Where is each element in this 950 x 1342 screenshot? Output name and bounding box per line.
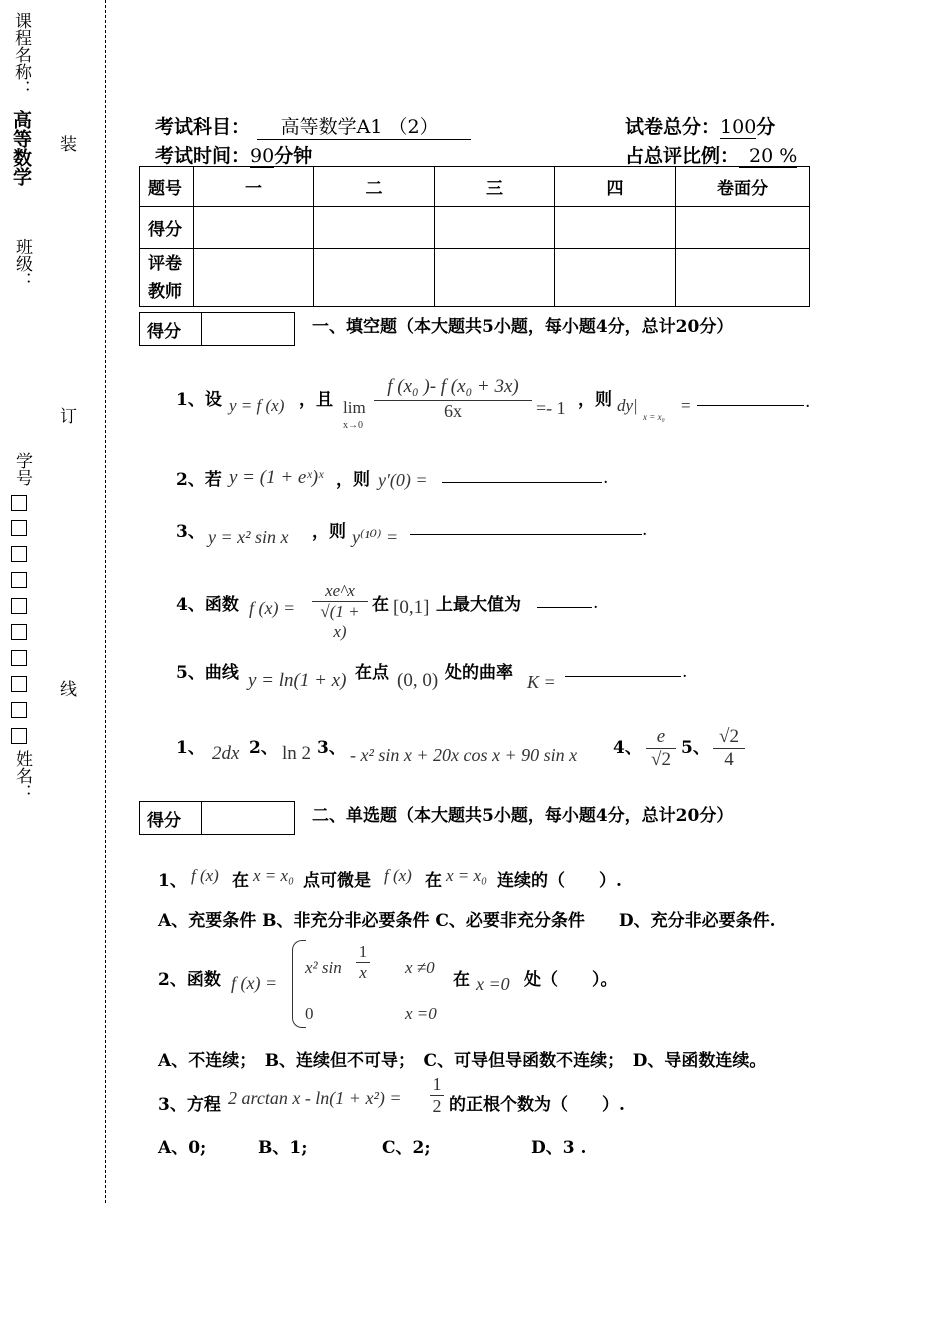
fill-q4-interval: [0,1] — [393, 597, 430, 618]
fill-q1-eq: =- 1 — [536, 398, 566, 418]
score-box-label: 得分 — [140, 313, 202, 345]
fill-q4-denominator: √(1 + x) — [320, 602, 360, 641]
mc-q2-cond2: x =0 — [405, 1004, 437, 1023]
fill-q4-period: . — [593, 593, 599, 613]
fill-q5-mid1: 在点 — [355, 663, 389, 683]
subject-row — [155, 112, 471, 140]
student-id-label: 学号 — [12, 452, 32, 486]
course-value: 高等数学 — [10, 110, 32, 186]
score-cell[interactable] — [314, 207, 435, 249]
mc-q2-cond1: x ≠0 — [405, 958, 435, 977]
time-row — [155, 141, 312, 168]
fill-q2-period: . — [603, 468, 609, 488]
fill-q2-expr: y = (1 + eˣ)ˣ — [229, 467, 324, 488]
table-header: 二 — [314, 167, 435, 207]
mc-q2-x: x =0 — [476, 974, 510, 994]
fill-q4-mid2: 上最大值为 — [436, 595, 521, 615]
answer-4-num: e — [646, 726, 676, 749]
mc-q3-option-a[interactable]: A、0; — [158, 1138, 207, 1158]
fill-q4-num: 4、函数 — [176, 595, 239, 615]
grader-cell[interactable] — [314, 249, 435, 307]
fill-q1-dy-sub: x = x₀ — [643, 412, 665, 422]
fill-q1-mid1: ，且 — [299, 390, 333, 410]
fill-q4-fraction — [312, 581, 368, 642]
fill-q3-expr: y = x² sin x — [208, 527, 289, 547]
ratio-value: 20 % — [739, 145, 797, 168]
mc-q2-case1-fraction — [356, 942, 370, 983]
margin-xian: 线 — [60, 680, 77, 700]
score-box-input[interactable] — [202, 313, 294, 345]
fill-q3-period: . — [642, 520, 648, 540]
name-label: 姓名： — [12, 750, 32, 801]
digit-box[interactable] — [11, 702, 27, 718]
mc-q1-x2: x = x₀ — [446, 866, 487, 885]
mc-q2-t2: 处（ ）。 — [524, 970, 618, 990]
answer-1-label: 1、 — [176, 738, 205, 758]
fill-q3-mid1: ，则 — [312, 522, 346, 542]
fill-q2-mid1: ，则 — [336, 470, 370, 490]
ratio-label: 占总评比例： — [625, 145, 740, 167]
ratio-row — [625, 141, 797, 168]
mc-q2-brace — [292, 940, 306, 1028]
fill-q5-blank[interactable] — [565, 676, 681, 677]
answer-1: 2dx — [212, 743, 240, 764]
time-label: 考试时间： — [155, 145, 251, 167]
table-header: 一 — [194, 167, 314, 207]
fill-q5-num: 5、曲线 — [176, 663, 239, 683]
fill-q5-mid2: 处的曲率 — [445, 663, 513, 683]
mc-q3-half — [430, 1074, 444, 1117]
fill-q3-num: 3、 — [176, 522, 205, 542]
section1-score-box — [139, 312, 295, 346]
total-unit: 分 — [756, 116, 776, 138]
score-box-label: 得分 — [140, 802, 202, 834]
row-label-score: 得分 — [140, 207, 194, 249]
fill-q1-dy: dy| — [617, 396, 638, 415]
total-row — [625, 112, 775, 139]
mc-q3-tail: 的正根个数为（ ）. — [449, 1095, 625, 1115]
margin-ding: 订 — [60, 407, 77, 427]
fill-q4-mid1: 在 — [372, 595, 389, 615]
mc-q3-expr: 2 arctan x - ln(1 + x²) = — [228, 1088, 402, 1108]
time-value: 90 — [250, 145, 275, 167]
fill-q1-num: 1、设 — [176, 390, 222, 410]
fill-q4-f: f (x) = — [249, 598, 296, 618]
margin-zhuang: 装 — [60, 135, 77, 155]
mc-q1-t1: 在 — [232, 871, 249, 891]
section2-score-box — [139, 801, 295, 835]
answer-2: ln 2 — [282, 743, 312, 764]
fill-q1-y: y = f (x) — [229, 396, 285, 415]
mc-q3-option-c[interactable]: C、2; — [382, 1138, 431, 1158]
mc-q1-options: A、充要条件 B、非充分非必要条件 C、必要非充分条件 D、充分非必要条件. — [158, 911, 776, 931]
fill-q5-point: (0, 0) — [397, 670, 439, 691]
mc-q2-case2: 0 — [305, 1004, 314, 1023]
fill-q5-period: . — [682, 662, 688, 682]
mc-q3-half-den: 2 — [432, 1096, 442, 1116]
grader-cell[interactable] — [555, 249, 676, 307]
mc-q1-f2: f (x) — [384, 866, 412, 885]
fill-q2-num: 2、若 — [176, 470, 222, 490]
digit-box[interactable] — [11, 572, 27, 588]
fill-q1-blank[interactable] — [697, 405, 804, 406]
fill-q1-lim-sub: x→0 — [343, 420, 363, 431]
fill-q1-denominator: 6x — [444, 401, 462, 421]
answer-4-label: 4、 — [613, 738, 642, 758]
fill-q1-fraction — [374, 376, 532, 422]
digit-box[interactable] — [11, 676, 27, 692]
fill-q1-period: . — [805, 392, 811, 412]
answer-4-den: √2 — [651, 749, 671, 770]
grader-cell[interactable] — [435, 249, 555, 307]
answer-5-den: 4 — [724, 749, 734, 770]
mc-q1-t4: 连续的（ ）. — [497, 871, 622, 891]
digit-box[interactable] — [11, 520, 27, 536]
table-header: 三 — [435, 167, 555, 207]
mc-q2-f: f (x) = — [231, 973, 278, 993]
section2-title: 二、单选题（本大题共5小题，每小题4分，总计20分） — [312, 806, 734, 826]
mc-q3-option-b[interactable]: B、1; — [258, 1138, 308, 1158]
score-box-input[interactable] — [202, 802, 294, 834]
fill-q4-blank[interactable] — [537, 607, 592, 608]
fill-q1-lim: lim — [343, 398, 366, 417]
answer-5-label: 5、 — [681, 738, 710, 758]
table-header: 题号 — [140, 167, 194, 207]
mc-q1-f1: f (x) — [191, 866, 219, 885]
score-table — [139, 166, 810, 307]
digit-box[interactable] — [11, 624, 27, 640]
total-value: 100 — [720, 116, 757, 138]
fill-q2-blank[interactable] — [442, 482, 602, 483]
score-cell[interactable] — [435, 207, 555, 249]
score-cell[interactable] — [676, 207, 810, 249]
fill-q3-y10: y⁽¹⁰⁾ = — [352, 527, 399, 547]
grader-label-1: 评卷 — [148, 253, 182, 274]
time-unit: 分钟 — [274, 145, 313, 167]
subject-label: 考试科目： — [155, 116, 251, 138]
answer-2-label: 2、 — [249, 738, 278, 758]
answer-4-fraction — [646, 726, 676, 771]
fill-q3-blank[interactable] — [410, 534, 642, 535]
fill-q5-k: K = — [527, 672, 556, 692]
answer-5-fraction — [713, 726, 745, 771]
mc-q3-option-d[interactable]: D、3 . — [531, 1138, 587, 1158]
grader-cell[interactable] — [194, 249, 314, 307]
fill-q1-numerator: f (x₀ )- f (x₀ + 3x) — [374, 376, 532, 401]
mc-q2-case1: x² sin — [305, 958, 342, 977]
digit-box[interactable] — [11, 728, 27, 744]
mc-q2-t1: 在 — [453, 970, 470, 990]
mc-q1-t2: 点可微是 — [303, 871, 371, 891]
mc-q3-half-num: 1 — [430, 1074, 444, 1096]
fill-q1-mid2: ，则 — [578, 390, 612, 410]
answer-5-num: √2 — [713, 726, 745, 749]
binding-line — [105, 0, 106, 1203]
fill-q2-y0: y′(0) = — [378, 470, 428, 490]
answer-3-label: 3、 — [317, 738, 346, 758]
answer-3: - x² sin x + 20x cos x + 90 sin x — [350, 745, 578, 765]
digit-box[interactable] — [11, 495, 27, 511]
table-header: 四 — [555, 167, 676, 207]
grader-cell[interactable] — [676, 249, 810, 307]
fill-q1-end: = — [681, 396, 691, 415]
total-label: 试卷总分： — [625, 116, 721, 138]
mc-q2-case1-num: 1 — [356, 942, 370, 963]
mc-q2-case1-den: x — [359, 963, 367, 982]
fill-q4-numerator: xe^x — [312, 581, 368, 602]
mc-q2-options: A、不连续； B、连续但不可导； C、可导但导函数不连续； D、导函数连续。 — [158, 1051, 767, 1071]
table-header: 卷面分 — [676, 167, 810, 207]
class-label: 班级： — [12, 238, 32, 289]
grader-label-2: 教师 — [148, 281, 182, 302]
digit-box[interactable] — [11, 650, 27, 666]
row-label-grader — [140, 249, 194, 307]
fill-q5-expr: y = ln(1 + x) — [248, 670, 347, 691]
mc-q1-num: 1、 — [158, 871, 187, 891]
subject-value: 高等数学A1 （2） — [257, 112, 471, 140]
score-cell[interactable] — [555, 207, 676, 249]
digit-box[interactable] — [11, 546, 27, 562]
mc-q3-num: 3、方程 — [158, 1095, 221, 1115]
section1-title: 一、填空题（本大题共5小题，每小题4分，总计20分） — [312, 317, 734, 337]
course-label: 课程名称： — [11, 12, 31, 97]
mc-q1-x1: x = x₀ — [253, 866, 294, 885]
digit-box[interactable] — [11, 598, 27, 614]
mc-q2-num: 2、函数 — [158, 970, 221, 990]
mc-q1-t3: 在 — [425, 871, 442, 891]
score-cell[interactable] — [194, 207, 314, 249]
